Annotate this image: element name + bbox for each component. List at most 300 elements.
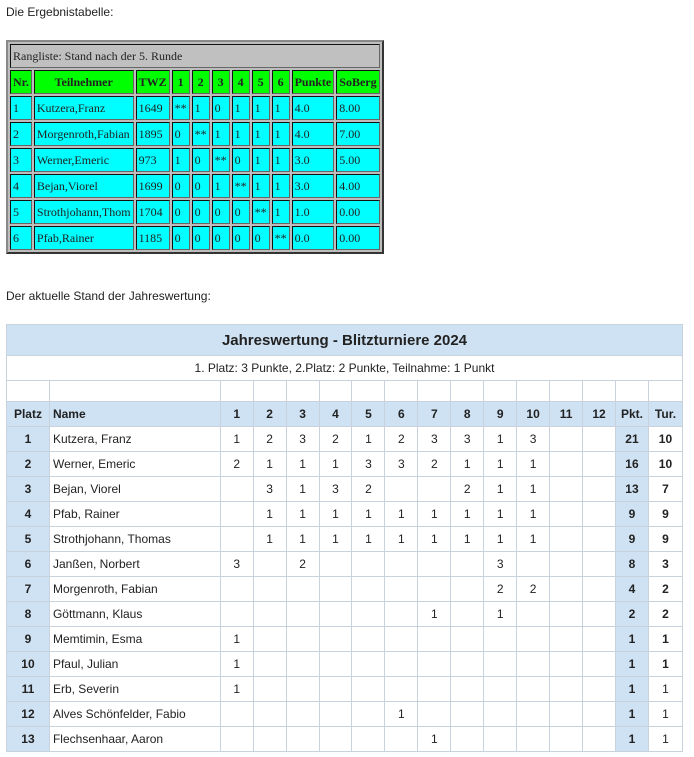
tournament-score-cell: [550, 627, 583, 652]
rangliste-cell: 0: [232, 226, 250, 250]
tournament-score-cell: [352, 577, 385, 602]
rangliste-cell: **: [252, 200, 270, 224]
rangliste-player-name: Werner,Emeric: [34, 148, 134, 172]
spacer-cell: [49, 381, 220, 402]
total-points-cell: 9: [615, 502, 648, 527]
intro-ergebnistabelle: Die Ergebnistabelle:: [6, 5, 114, 19]
tournament-score-cell: [583, 727, 616, 752]
rangliste-cell: 1: [272, 200, 290, 224]
tournament-score-cell: [385, 477, 418, 502]
player-name: Memtimin, Esma: [49, 627, 220, 652]
tournaments-count-cell: 7: [648, 477, 682, 502]
tournament-score-cell: [253, 702, 286, 727]
tournament-score-cell: 1: [451, 502, 484, 527]
jahreswertung-spacer-row: [7, 381, 683, 402]
tournament-score-cell: 1: [385, 702, 418, 727]
tournament-score-cell: 1: [220, 677, 253, 702]
rangliste-cell: 2: [10, 122, 32, 146]
spacer-cell: [7, 381, 50, 402]
tournament-score-cell: [418, 677, 451, 702]
tournaments-count-cell: 3: [648, 552, 682, 577]
tournament-score-cell: 1: [484, 527, 517, 552]
tournament-score-cell: 1: [517, 452, 550, 477]
tournament-score-cell: 3: [286, 427, 319, 452]
tournament-score-cell: 1: [517, 502, 550, 527]
tournament-score-cell: [319, 652, 352, 677]
tournament-score-cell: 3: [451, 427, 484, 452]
tournament-score-cell: 2: [451, 477, 484, 502]
tournament-score-cell: 3: [484, 552, 517, 577]
rangliste-cell: 1895: [136, 122, 170, 146]
rangliste-cell: 0: [252, 226, 270, 250]
spacer-cell: [484, 381, 517, 402]
tournament-score-cell: 2: [484, 577, 517, 602]
tournament-score-cell: [583, 702, 616, 727]
player-name: Bejan, Viorel: [49, 477, 220, 502]
jahreswertung-row: [7, 502, 683, 527]
tournament-score-cell: [352, 552, 385, 577]
jahreswertung-table: [6, 324, 683, 752]
tournament-score-cell: 1: [220, 627, 253, 652]
spacer-cell: [550, 381, 583, 402]
jahreswertung-header-cell: 8: [451, 402, 484, 427]
tournament-score-cell: [220, 477, 253, 502]
rangliste-cell: 7.00: [336, 122, 379, 146]
tournament-score-cell: [583, 527, 616, 552]
rangliste-cell: 1: [272, 148, 290, 172]
total-points-cell: 1: [615, 702, 648, 727]
platz-cell: 12: [7, 702, 50, 727]
rangliste-cell: 0: [212, 200, 230, 224]
rangliste-cell: 1: [172, 148, 190, 172]
tournament-score-cell: 1: [484, 427, 517, 452]
spacer-cell: [517, 381, 550, 402]
rangliste-row: [10, 226, 380, 250]
jahreswertung-header-cell: Platz: [7, 402, 50, 427]
jahreswertung-header-cell: 10: [517, 402, 550, 427]
tournament-score-cell: [319, 727, 352, 752]
rangliste-row: [10, 174, 380, 198]
tournament-score-cell: 2: [418, 452, 451, 477]
total-points-cell: 9: [615, 527, 648, 552]
jahreswertung-row: [7, 727, 683, 752]
rangliste-cell: 1704: [136, 200, 170, 224]
rangliste-cell: 0.00: [336, 226, 379, 250]
player-name: Pfab, Rainer: [49, 502, 220, 527]
rangliste-header-cell: Nr.: [10, 70, 32, 94]
tournament-score-cell: 1: [253, 502, 286, 527]
spacer-cell: [418, 381, 451, 402]
rangliste-header-cell: 6: [272, 70, 290, 94]
tournament-score-cell: [583, 452, 616, 477]
tournament-score-cell: [286, 702, 319, 727]
jahreswertung-row: [7, 677, 683, 702]
player-name: Janßen, Norbert: [49, 552, 220, 577]
jahreswertung-header-cell: Tur.: [648, 402, 682, 427]
tournament-score-cell: [451, 552, 484, 577]
tournament-score-cell: 1: [418, 602, 451, 627]
rangliste-cell: 1: [252, 148, 270, 172]
rangliste-player-name: Pfab,Rainer: [34, 226, 134, 250]
rangliste-header-cell: 5: [252, 70, 270, 94]
tournament-score-cell: [517, 702, 550, 727]
rangliste-cell: 0: [172, 200, 190, 224]
player-name: Werner, Emeric: [49, 452, 220, 477]
tournament-score-cell: [550, 477, 583, 502]
player-name: Göttmann, Klaus: [49, 602, 220, 627]
platz-cell: 7: [7, 577, 50, 602]
spacer-cell: [286, 381, 319, 402]
spacer-cell: [385, 381, 418, 402]
total-points-cell: 1: [615, 727, 648, 752]
total-points-cell: 1: [615, 627, 648, 652]
spacer-cell: [253, 381, 286, 402]
tournament-score-cell: 1: [418, 502, 451, 527]
rangliste-cell: 4.0: [292, 122, 335, 146]
tournament-score-cell: [583, 677, 616, 702]
rangliste-caption: Rangliste: Stand nach der 5. Runde: [10, 44, 380, 68]
tournament-score-cell: 2: [220, 452, 253, 477]
tournament-score-cell: 1: [517, 527, 550, 552]
rangliste-cell: 0.0: [292, 226, 335, 250]
rangliste-cell: **: [192, 122, 210, 146]
tournament-score-cell: 1: [352, 527, 385, 552]
tournament-score-cell: [451, 727, 484, 752]
tournament-score-cell: [451, 702, 484, 727]
jahreswertung-row: [7, 627, 683, 652]
tournament-score-cell: [517, 677, 550, 702]
total-points-cell: 8: [615, 552, 648, 577]
tournament-score-cell: 1: [451, 452, 484, 477]
tournament-score-cell: [517, 602, 550, 627]
rangliste-caption-row: [10, 44, 380, 68]
jahreswertung-header-row: [7, 402, 683, 427]
total-points-cell: 1: [615, 652, 648, 677]
tournament-score-cell: 1: [418, 727, 451, 752]
rangliste-cell: 0: [192, 200, 210, 224]
jahreswertung-header-cell: 1: [220, 402, 253, 427]
tournament-score-cell: 3: [220, 552, 253, 577]
jahreswertung-header-cell: Pkt.: [615, 402, 648, 427]
rangliste-cell: 1: [232, 96, 250, 120]
tournaments-count-cell: 10: [648, 452, 682, 477]
tournament-score-cell: 2: [286, 552, 319, 577]
rangliste-header-cell: 4: [232, 70, 250, 94]
tournament-score-cell: 1: [484, 477, 517, 502]
tournament-score-cell: 2: [319, 427, 352, 452]
tournaments-count-cell: 9: [648, 527, 682, 552]
tournament-score-cell: 1: [352, 427, 385, 452]
jahreswertung-header-cell: 3: [286, 402, 319, 427]
spacer-cell: [583, 381, 616, 402]
tournament-score-cell: [517, 627, 550, 652]
tournament-score-cell: [583, 477, 616, 502]
tournament-score-cell: [418, 702, 451, 727]
tournament-score-cell: [583, 627, 616, 652]
tournament-score-cell: [418, 477, 451, 502]
tournament-score-cell: [286, 652, 319, 677]
rangliste-row: [10, 200, 380, 224]
tournament-score-cell: [319, 552, 352, 577]
tournament-score-cell: [220, 502, 253, 527]
tournament-score-cell: [484, 627, 517, 652]
rangliste-table: [6, 40, 384, 254]
tournament-score-cell: [550, 427, 583, 452]
tournament-score-cell: [352, 702, 385, 727]
spacer-cell: [451, 381, 484, 402]
tournament-score-cell: [418, 627, 451, 652]
jahreswertung-header-cell: 11: [550, 402, 583, 427]
jahreswertung-row: [7, 452, 683, 477]
platz-cell: 4: [7, 502, 50, 527]
tournaments-count-cell: 1: [648, 627, 682, 652]
rangliste-cell: 4: [10, 174, 32, 198]
rangliste-cell: 5: [10, 200, 32, 224]
tournament-score-cell: [352, 677, 385, 702]
tournament-score-cell: 1: [319, 502, 352, 527]
jahreswertung-row: [7, 552, 683, 577]
tournament-score-cell: [220, 702, 253, 727]
rangliste-cell: 0: [232, 200, 250, 224]
tournament-score-cell: [583, 502, 616, 527]
rangliste-row: [10, 148, 380, 172]
rangliste-cell: **: [212, 148, 230, 172]
jahreswertung-row: [7, 702, 683, 727]
rangliste-row: [10, 96, 380, 120]
tournament-score-cell: [583, 427, 616, 452]
rangliste-cell: 1: [10, 96, 32, 120]
jahreswertung-row: [7, 577, 683, 602]
tournament-score-cell: [352, 727, 385, 752]
tournament-score-cell: [385, 602, 418, 627]
tournament-score-cell: 1: [385, 527, 418, 552]
tournaments-count-cell: 9: [648, 502, 682, 527]
tournaments-count-cell: 2: [648, 602, 682, 627]
tournament-score-cell: [451, 577, 484, 602]
rangliste-cell: 4.00: [336, 174, 379, 198]
tournament-score-cell: [550, 502, 583, 527]
tournament-score-cell: 1: [319, 527, 352, 552]
tournament-score-cell: 1: [484, 452, 517, 477]
rangliste-cell: 1: [252, 122, 270, 146]
player-name: Morgenroth, Fabian: [49, 577, 220, 602]
tournaments-count-cell: 1: [648, 702, 682, 727]
rangliste-cell: **: [272, 226, 290, 250]
rangliste-cell: 0: [192, 148, 210, 172]
rangliste-cell: **: [232, 174, 250, 198]
tournaments-count-cell: 1: [648, 727, 682, 752]
tournament-score-cell: [550, 527, 583, 552]
total-points-cell: 1: [615, 677, 648, 702]
tournament-score-cell: [319, 677, 352, 702]
rangliste-cell: 0: [172, 226, 190, 250]
tournament-score-cell: [550, 452, 583, 477]
player-name: Strothjohann, Thomas: [49, 527, 220, 552]
tournament-score-cell: [517, 727, 550, 752]
rangliste-cell: 0: [192, 174, 210, 198]
tournament-score-cell: [451, 652, 484, 677]
rangliste-cell: 1185: [136, 226, 170, 250]
tournament-score-cell: [583, 652, 616, 677]
jahreswertung-header-cell: 5: [352, 402, 385, 427]
rangliste-cell: 0: [172, 122, 190, 146]
tournament-score-cell: [319, 702, 352, 727]
rangliste-player-name: Strothjohann,Thom: [34, 200, 134, 224]
rangliste-cell: 1: [232, 122, 250, 146]
rangliste-player-name: Morgenroth,Fabian: [34, 122, 134, 146]
tournament-score-cell: [385, 577, 418, 602]
tournament-score-cell: 1: [220, 427, 253, 452]
tournament-score-cell: [550, 552, 583, 577]
tournament-score-cell: 3: [418, 427, 451, 452]
jahreswertung-header-cell: Name: [49, 402, 220, 427]
tournament-score-cell: [385, 552, 418, 577]
player-name: Erb, Severin: [49, 677, 220, 702]
tournament-score-cell: [418, 652, 451, 677]
platz-cell: 2: [7, 452, 50, 477]
tournament-score-cell: [253, 727, 286, 752]
rangliste-cell: 0: [232, 148, 250, 172]
tournament-score-cell: [253, 602, 286, 627]
jahreswertung-row: [7, 602, 683, 627]
jahreswertung-row: [7, 527, 683, 552]
tournament-score-cell: [220, 602, 253, 627]
tournament-score-cell: [583, 577, 616, 602]
jahreswertung-title: Jahreswertung - Blitzturniere 2024: [7, 325, 683, 356]
tournament-score-cell: [583, 602, 616, 627]
tournament-score-cell: 1: [451, 527, 484, 552]
tournament-score-cell: [220, 577, 253, 602]
platz-cell: 3: [7, 477, 50, 502]
jahreswertung-row: [7, 427, 683, 452]
rangliste-cell: 3.0: [292, 174, 335, 198]
tournament-score-cell: [220, 527, 253, 552]
tournament-score-cell: 1: [286, 502, 319, 527]
tournament-score-cell: [550, 652, 583, 677]
jahreswertung-header-cell: 6: [385, 402, 418, 427]
tournament-score-cell: [484, 652, 517, 677]
tournaments-count-cell: 2: [648, 577, 682, 602]
spacer-cell: [648, 381, 682, 402]
tournament-score-cell: 2: [253, 427, 286, 452]
intro-jahreswertung: Der aktuelle Stand der Jahreswertung:: [6, 289, 211, 303]
tournament-score-cell: [550, 577, 583, 602]
tournament-score-cell: [550, 602, 583, 627]
tournament-score-cell: 1: [220, 652, 253, 677]
tournament-score-cell: 3: [517, 427, 550, 452]
tournament-score-cell: 1: [484, 502, 517, 527]
tournament-score-cell: [352, 652, 385, 677]
rangliste-header-cell: 1: [172, 70, 190, 94]
tournament-score-cell: 1: [286, 477, 319, 502]
total-points-cell: 13: [615, 477, 648, 502]
rangliste-cell: 0: [212, 96, 230, 120]
tournament-score-cell: [451, 677, 484, 702]
tournament-score-cell: 1: [352, 502, 385, 527]
tournament-score-cell: [286, 602, 319, 627]
tournament-score-cell: 2: [352, 477, 385, 502]
tournament-score-cell: 1: [385, 502, 418, 527]
tournament-score-cell: 3: [385, 452, 418, 477]
tournament-score-cell: [550, 677, 583, 702]
tournament-score-cell: 1: [253, 452, 286, 477]
spacer-cell: [352, 381, 385, 402]
rangliste-player-name: Kutzera,Franz: [34, 96, 134, 120]
rangliste-row: [10, 122, 380, 146]
tournament-score-cell: [286, 627, 319, 652]
rangliste-header-cell: Teilnehmer: [34, 70, 134, 94]
jahreswertung-header-cell: 2: [253, 402, 286, 427]
rangliste-header-cell: SoBerg: [336, 70, 379, 94]
total-points-cell: 4: [615, 577, 648, 602]
player-name: Flechsenhaar, Aaron: [49, 727, 220, 752]
tournament-score-cell: [418, 552, 451, 577]
rangliste-cell: 3.0: [292, 148, 335, 172]
rangliste-cell: 0: [192, 226, 210, 250]
jahreswertung-row: [7, 652, 683, 677]
tournament-score-cell: [484, 727, 517, 752]
rangliste-cell: 6: [10, 226, 32, 250]
tournament-score-cell: [517, 652, 550, 677]
rangliste-cell: **: [172, 96, 190, 120]
total-points-cell: 21: [615, 427, 648, 452]
rangliste-cell: 1: [252, 174, 270, 198]
tournament-score-cell: [319, 577, 352, 602]
rangliste-cell: 3: [10, 148, 32, 172]
tournament-score-cell: [253, 677, 286, 702]
platz-cell: 10: [7, 652, 50, 677]
rangliste-header-cell: TWZ: [136, 70, 170, 94]
tournament-score-cell: 3: [352, 452, 385, 477]
jahreswertung-subtitle-row: [7, 356, 683, 381]
tournament-score-cell: 1: [253, 527, 286, 552]
rangliste-cell: 1.0: [292, 200, 335, 224]
jahreswertung-subtitle: 1. Platz: 3 Punkte, 2.Platz: 2 Punkte, Teilnahme: 1 Punkt: [7, 356, 683, 381]
player-name: Kutzera, Franz: [49, 427, 220, 452]
total-points-cell: 16: [615, 452, 648, 477]
tournament-score-cell: [220, 727, 253, 752]
tournament-score-cell: [253, 627, 286, 652]
rangliste-cell: 1: [252, 96, 270, 120]
rangliste-cell: 1: [212, 174, 230, 198]
rangliste-cell: 973: [136, 148, 170, 172]
rangliste-player-name: Bejan,Viorel: [34, 174, 134, 198]
jahreswertung-header-cell: 9: [484, 402, 517, 427]
tournament-score-cell: [385, 677, 418, 702]
tournament-score-cell: 3: [319, 477, 352, 502]
platz-cell: 6: [7, 552, 50, 577]
tournament-score-cell: [517, 552, 550, 577]
rangliste-cell: 1649: [136, 96, 170, 120]
rangliste-header-cell: 2: [192, 70, 210, 94]
rangliste-header-cell: 3: [212, 70, 230, 94]
spacer-cell: [220, 381, 253, 402]
tournament-score-cell: [451, 602, 484, 627]
tournament-score-cell: [253, 652, 286, 677]
tournament-score-cell: [352, 602, 385, 627]
tournament-score-cell: 2: [517, 577, 550, 602]
tournament-score-cell: [319, 602, 352, 627]
tournament-score-cell: [286, 727, 319, 752]
spacer-cell: [319, 381, 352, 402]
tournament-score-cell: [319, 627, 352, 652]
spacer-cell: [615, 381, 648, 402]
tournament-score-cell: 2: [385, 427, 418, 452]
tournament-score-cell: 1: [484, 602, 517, 627]
jahreswertung-header-cell: 4: [319, 402, 352, 427]
tournament-score-cell: 1: [286, 527, 319, 552]
rangliste-cell: 4.0: [292, 96, 335, 120]
